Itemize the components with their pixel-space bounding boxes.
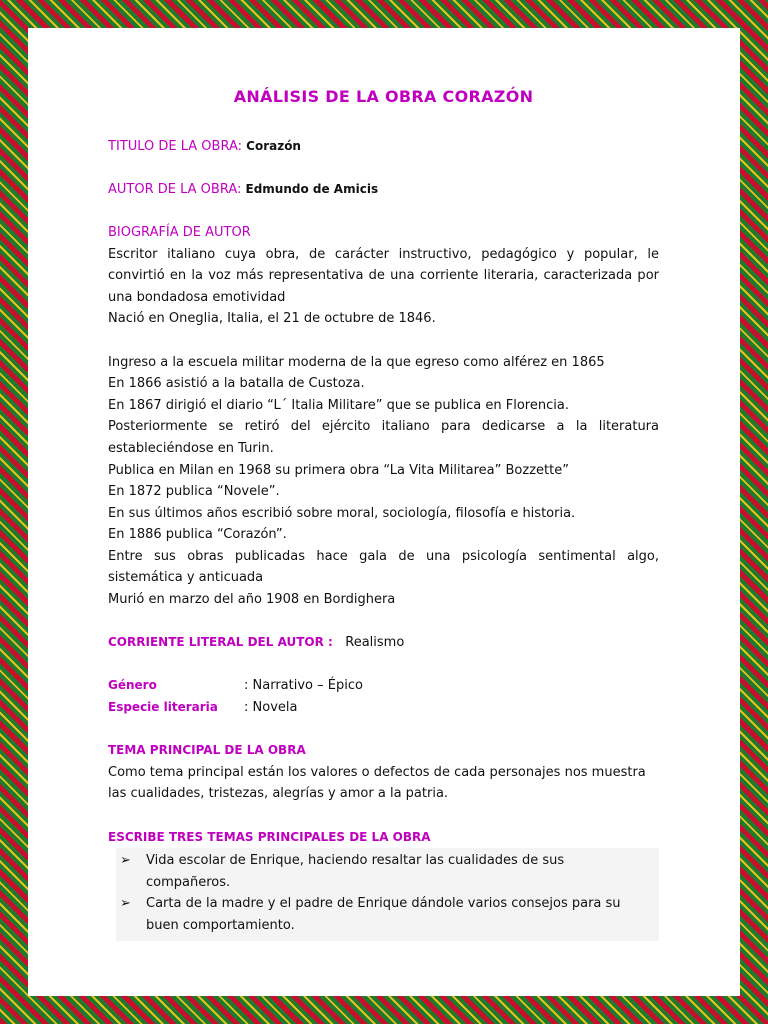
genero-label: Género: [108, 678, 157, 693]
bio-line: Posteriormente se retiró del ejército italiano para dedicarse a la literatura estableciéndose en Turin.: [108, 419, 659, 456]
especie-value: : Novela: [244, 700, 298, 716]
bio-line: En 1867 dirigió el diario “L´ Italia Militare” que se publica en Florencia.: [108, 397, 569, 413]
bio-line: En sus últimos años escribió sobre moral, sociología, filosofía e historia.: [108, 505, 576, 521]
arrow-bullet-icon: ➢: [120, 896, 131, 912]
bio-line: Publica en Milan en 1968 su primera obra “La Vita Militarea” Bozzette”: [108, 462, 569, 478]
autor-value: Edmundo de Amicis: [245, 181, 379, 196]
list-item: [116, 893, 659, 936]
corriente-row: [108, 632, 659, 654]
titulo-label: TITULO DE LA OBRA:: [108, 138, 242, 154]
autor-row: [108, 179, 659, 201]
list-item: [116, 850, 659, 893]
page-title: ANÁLISIS DE LA OBRA CORAZÓN: [233, 87, 534, 106]
titulo-value: Corazón: [246, 138, 301, 153]
corriente-value: Realismo: [345, 635, 405, 651]
temas-list: [116, 848, 659, 940]
genero-value: : Narrativo – Épico: [244, 678, 363, 694]
bio-line: En 1872 publica “Novele”.: [108, 484, 280, 500]
especie-row: [108, 697, 659, 719]
list-item-text: Carta de la madre y el padre de Enrique dándole varios consejos para su buen comportamiento.: [146, 896, 621, 933]
especie-label: Especie literaria: [108, 700, 218, 715]
document-page: [108, 86, 659, 941]
genero-row: [108, 675, 659, 697]
autor-label: AUTOR DE LA OBRA:: [108, 181, 242, 197]
list-item-text: Vida escolar de Enrique, haciendo resaltar las cualidades de sus compañeros.: [146, 853, 565, 890]
temas-heading: ESCRIBE TRES TEMAS PRINCIPALES DE LA OBRA: [108, 829, 431, 844]
biografia-heading: BIOGRAFÍA DE AUTOR: [108, 224, 251, 240]
tema-heading: TEMA PRINCIPAL DE LA OBRA: [108, 743, 306, 758]
tema-text: Como tema principal están los valores o defectos de cada personajes nos muestra las cualidades, tristezas, alegrías y amor a la patria.: [108, 764, 646, 802]
titulo-row: [108, 136, 659, 158]
bio-line: Entre sus obras publicadas hace gala de una psicología sentimental algo, sistemática y anticuada: [108, 548, 659, 586]
bio-line: Ingreso a la escuela militar moderna de la que egreso como alférez en 1865: [108, 354, 605, 370]
arrow-bullet-icon: ➢: [120, 853, 131, 869]
corriente-label: CORRIENTE LITERAL DEL AUTOR :: [108, 635, 333, 650]
bio-line: En 1866 asistió a la batalla de Custoza.: [108, 376, 365, 392]
bio-line: En 1886 publica “Corazón”.: [108, 527, 287, 543]
biografia-nacio: Nació en Oneglia, Italia, el 21 de octubre de 1846.: [108, 311, 436, 327]
bio-line: Murió en marzo del año 1908 en Bordighera: [108, 592, 396, 608]
biografia-intro: Escritor italiano cuya obra, de carácter instructivo, pedagógico y popular, le convirtió en la voz más representativa de una corriente literaria, caracterizada por una bondadosa emotividad: [108, 246, 659, 305]
